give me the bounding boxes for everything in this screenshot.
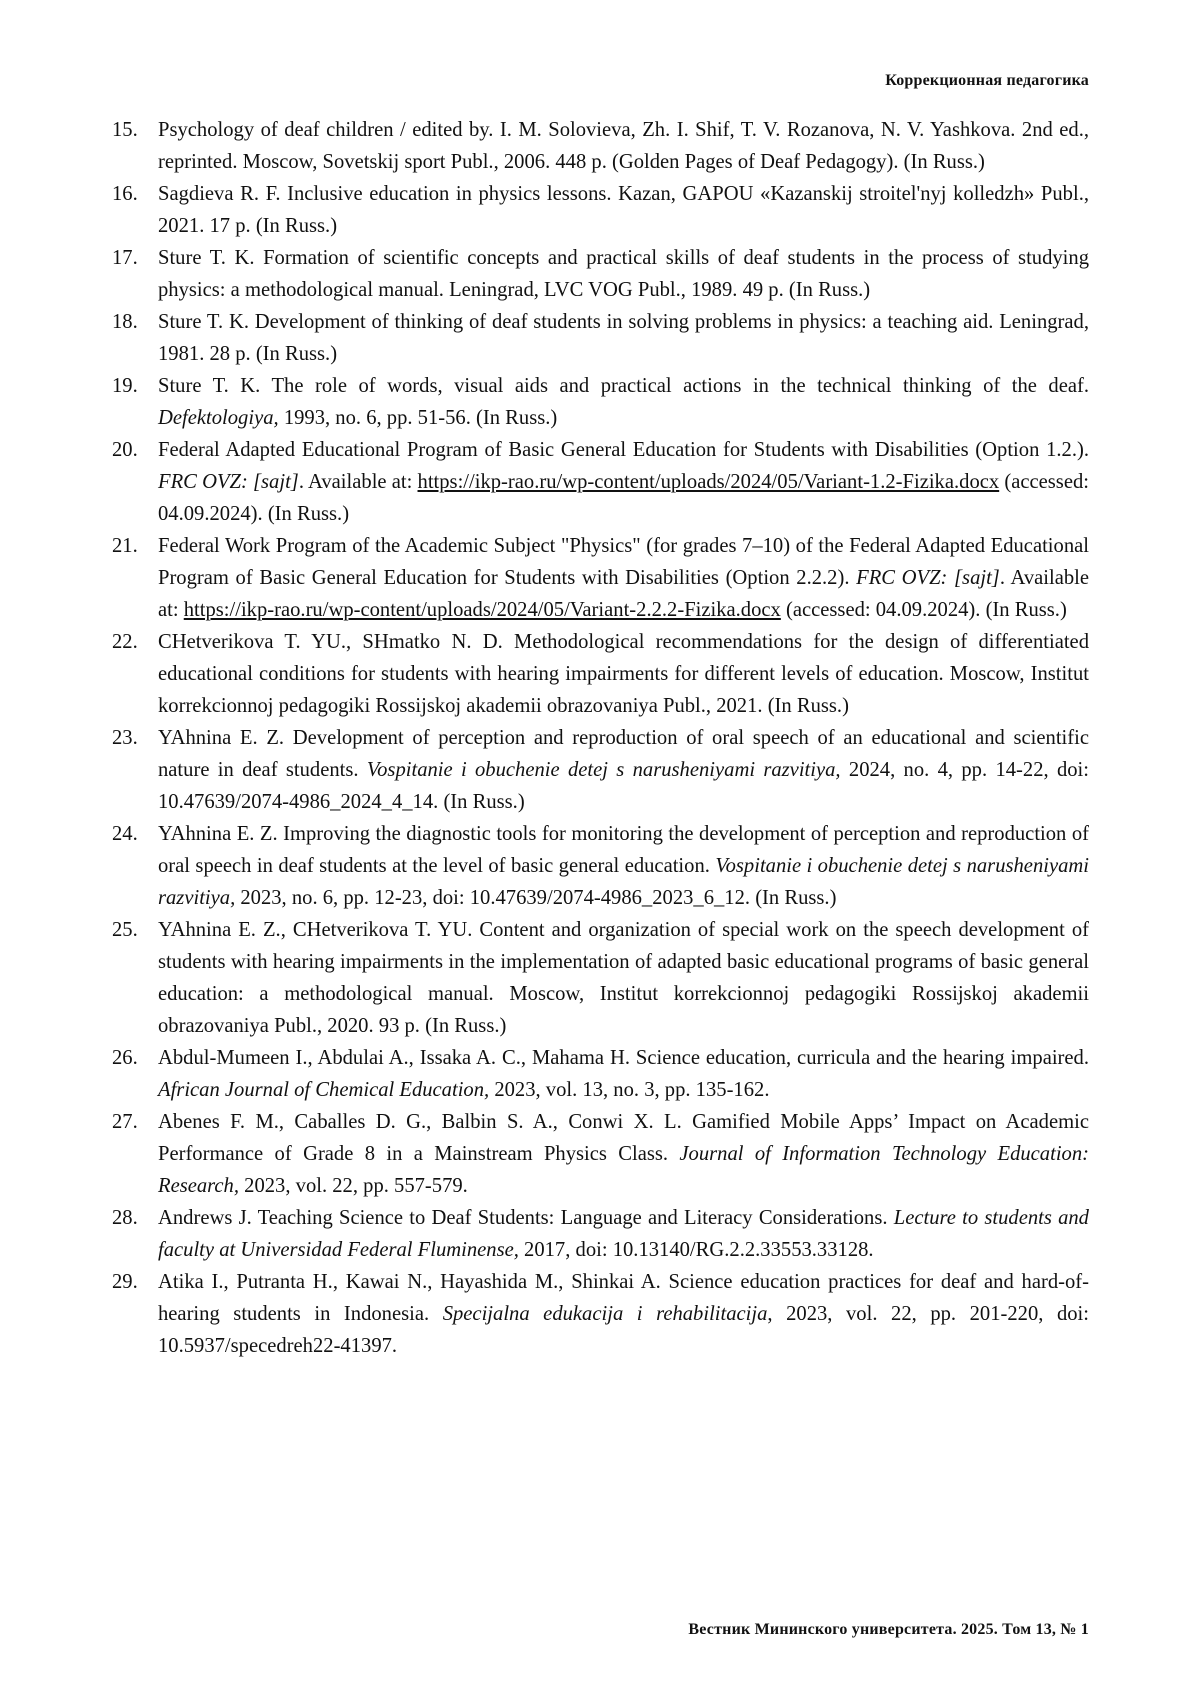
reference-number: 23. <box>112 727 138 749</box>
reference-number: 21. <box>112 535 138 557</box>
reference-segment: Psychology of deaf children / edited by. I. M. Solovieva, Zh. I. Shif, T. V. Rozanova, N. V. Yashkova. 2nd ed., reprinted. Moscow, Sovetskij sport Publ., 2006. 448 p. (Golden Pages of Deaf Pedagogy). (In Russ.) <box>158 119 1089 173</box>
reference-text <box>158 1111 1089 1197</box>
reference-text <box>158 919 1089 1037</box>
reference-text <box>158 727 1089 813</box>
reference-segment: , 2023, vol. 22, pp. 201-220, doi: 10.5937/specedreh22-41397. <box>158 1303 1089 1357</box>
reference-source-title: Defektologiya, <box>158 407 279 429</box>
reference-source-title: Specijalna edukacija i rehabilitacija <box>442 1303 768 1325</box>
reference-segment: Sture T. K. The role of words, visual aids and practical actions in the technical thinking of the deaf. <box>158 375 1089 397</box>
reference-segment: Federal Work Program of the Academic Subject "Physics" (for grades 7–10) of the Federal Adapted Educational Program of Basic General Education for Students with Disabilities (Option 2.2.2). <box>158 535 1089 589</box>
reference-text <box>158 439 1089 525</box>
reference-item <box>112 434 1089 530</box>
reference-segment: YAhnina E. Z. Improving the diagnostic tools for monitoring the development of perception and reproduction of oral speech in deaf students at the level of basic general education. <box>158 823 1089 877</box>
reference-text <box>158 1207 1089 1261</box>
reference-segment: . Available at: <box>298 471 418 493</box>
reference-source-title: FRC OVZ: [sajt] <box>856 567 1000 589</box>
reference-segment: 1993, no. 6, pp. 51-56. (In Russ.) <box>278 407 558 429</box>
reference-segment: Abdul-Mumeen I., Abdulai A., Issaka A. C., Mahama H. Science education, curricula and the hearing impaired. <box>158 1047 1089 1069</box>
reference-text <box>158 247 1089 301</box>
reference-item <box>112 1106 1089 1202</box>
reference-number: 16. <box>112 183 138 205</box>
running-header: Коррекционная педагогика <box>885 72 1089 89</box>
reference-segment: (accessed: 04.09.2024). (In Russ.) <box>780 599 1067 621</box>
reference-number: 26. <box>112 1047 138 1069</box>
reference-item <box>112 1266 1089 1362</box>
reference-url-link[interactable]: https://ikp-rao.ru/wp-content/uploads/2024/05/Variant-1.2-Fizika.docx <box>417 471 1000 493</box>
reference-segment: YAhnina E. Z. Development of perception and reproduction of oral speech of an educational and scientific nature in deaf students. <box>158 727 1089 781</box>
reference-segment: Sture T. K. Formation of scientific concepts and practical skills of deaf students in the process of studying physics: a methodological manual. Leningrad, LVC VOG Publ., 1989. 49 p. (In Russ.) <box>158 247 1089 301</box>
running-footer: Вестник Мининского университета. 2025. Том 13, № 1 <box>688 1621 1089 1638</box>
reference-number: 22. <box>112 631 138 653</box>
reference-text <box>158 631 1089 717</box>
reference-text <box>158 535 1089 621</box>
reference-text <box>158 1271 1089 1357</box>
reference-item <box>112 1202 1089 1266</box>
reference-list <box>112 114 1089 1362</box>
reference-segment: 2023, vol. 13, no. 3, pp. 135-162. <box>489 1079 770 1101</box>
reference-number: 15. <box>112 119 138 141</box>
reference-segment: CHetverikova T. YU., SHmatko N. D. Methodological recommendations for the design of differentiated educational conditions for students with hearing impairments for different levels of education. Moscow, Institut korrekcionnoj pedagogiki Rossijskoj akademii obrazovaniya Publ., 2021. (In Russ.) <box>158 631 1089 717</box>
reference-text <box>158 311 1089 365</box>
reference-number: 24. <box>112 823 138 845</box>
reference-url-link[interactable]: https://ikp-rao.ru/wp-content/uploads/2024/05/Variant-2.2.2-Fizika.docx <box>183 599 781 621</box>
reference-number: 19. <box>112 375 138 397</box>
reference-segment: Sagdieva R. F. Inclusive education in physics lessons. Kazan, GAPOU «Kazanskij stroitel'nyj kolledzh» Publ., 2021. 17 p. (In Russ.) <box>158 183 1089 237</box>
reference-segment: Andrews J. Teaching Science to Deaf Students: Language and Literacy Considerations. <box>158 1207 894 1229</box>
reference-segment: (accessed: 04.09.2024). (In Russ.) <box>158 471 1089 525</box>
reference-segment: Federal Adapted Educational Program of Basic General Education for Students with Disabilities (Option 1.2.). <box>158 439 1089 461</box>
reference-number: 20. <box>112 439 138 461</box>
reference-number: 27. <box>112 1111 138 1133</box>
reference-item <box>112 242 1089 306</box>
reference-item <box>112 722 1089 818</box>
reference-item <box>112 818 1089 914</box>
reference-number: 25. <box>112 919 138 941</box>
reference-source-title: Vospitanie i obuchenie detej s narusheniyami razvitiya, <box>158 855 1089 909</box>
reference-text <box>158 183 1089 237</box>
reference-item <box>112 306 1089 370</box>
reference-source-title: Lecture to students and faculty at Universidad Federal Fluminense, <box>158 1207 1089 1261</box>
reference-segment: Sture T. K. Development of thinking of deaf students in solving problems in physics: a teaching aid. Leningrad, 1981. 28 p. (In Russ.) <box>158 311 1089 365</box>
reference-source-title: Journal of Information Technology Education: Research, <box>158 1143 1089 1197</box>
reference-item <box>112 178 1089 242</box>
reference-text <box>158 375 1089 429</box>
reference-text <box>158 119 1089 173</box>
reference-segment: 2023, vol. 22, pp. 557-579. <box>239 1175 468 1197</box>
reference-source-title: African Journal of Chemical Education, <box>158 1079 490 1101</box>
reference-text <box>158 1047 1089 1101</box>
reference-segment: . Available at: <box>158 567 1089 621</box>
reference-item <box>112 1042 1089 1106</box>
reference-item <box>112 914 1089 1042</box>
reference-source-title: Vospitanie i obuchenie detej s narusheniyami razvitiya, <box>366 759 841 781</box>
reference-number: 29. <box>112 1271 138 1293</box>
reference-item <box>112 626 1089 722</box>
reference-text <box>158 823 1089 909</box>
reference-segment: 2023, no. 6, pp. 12-23, doi: 10.47639/2074-4986_2023_6_12. (In Russ.) <box>235 887 837 909</box>
reference-segment: Abenes F. M., Caballes D. G., Balbin S. A., Conwi X. L. Gamified Mobile Apps’ Impact on Academic Performance of Grade 8 in a Mainstream Physics Class. <box>158 1111 1089 1165</box>
reference-number: 18. <box>112 311 138 333</box>
reference-item <box>112 114 1089 178</box>
reference-item <box>112 370 1089 434</box>
reference-segment: 2017, doi: 10.13140/RG.2.2.33553.33128. <box>518 1239 874 1261</box>
reference-segment: YAhnina E. Z., CHetverikova T. YU. Content and organization of special work on the speech development of students with hearing impairments in the implementation of adapted basic educational programs of basic general education: a methodological manual. Moscow, Institut korrekcionnoj pedagogiki Rossijskoj akademii obrazovaniya Publ., 2020. 93 p. (In Russ.) <box>158 919 1089 1037</box>
reference-number: 17. <box>112 247 138 269</box>
reference-segment: Atika I., Putranta H., Kawai N., Hayashida M., Shinkai A. Science education practices for deaf and hard-of-hearing students in Indonesia. <box>158 1271 1089 1325</box>
reference-segment: 2024, no. 4, pp. 14-22, doi: 10.47639/2074-4986_2024_4_14. (In Russ.) <box>158 759 1089 813</box>
reference-item <box>112 530 1089 626</box>
reference-source-title: FRC OVZ: [sajt] <box>158 471 299 493</box>
reference-number: 28. <box>112 1207 138 1229</box>
